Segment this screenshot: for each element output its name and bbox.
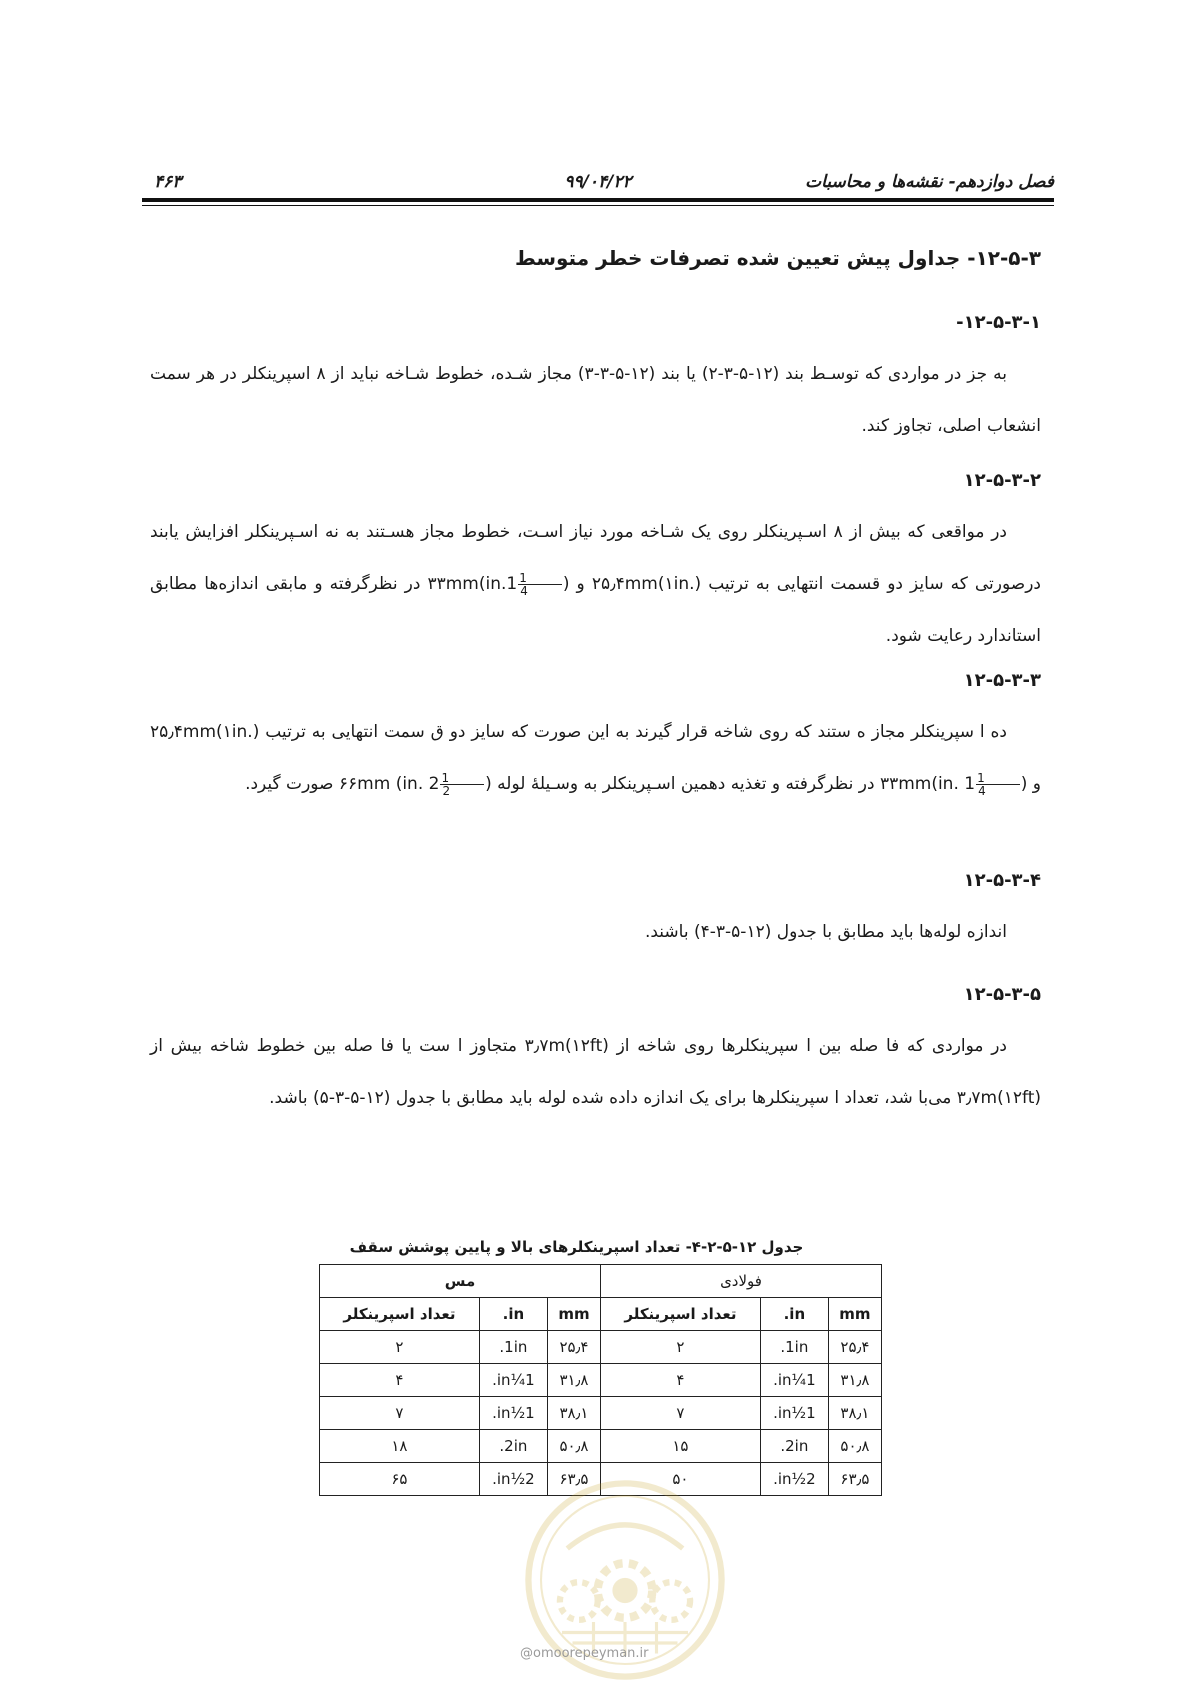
fraction [440, 772, 484, 797]
clause-number-1: ۱۲-۵-۳-۱- [956, 312, 1041, 333]
table-cell: 1½in. [479, 1397, 547, 1430]
page-number: ۴۶۳ [154, 172, 182, 192]
col-header-mm: mm [828, 1298, 881, 1331]
clause-number-5: ۱۲-۵-۳-۵ [963, 984, 1041, 1005]
clause-text-part: ) در نظرگرفته و مابقی اندازه‌ها مطابق استاندارد رعایت شود. [150, 574, 1041, 646]
fraction-numerator: 1 [440, 772, 484, 785]
sprinkler-table [319, 1264, 882, 1496]
clause-text-4 [150, 906, 1041, 958]
table-row [320, 1397, 882, 1430]
table-cell: ۶۳٫۵ [547, 1463, 600, 1496]
table-cell: ۶۳٫۵ [828, 1463, 881, 1496]
table-cell: ۳۸٫۱ [547, 1397, 600, 1430]
clause-text-2 [150, 506, 1041, 662]
group-header-copper: مس [320, 1265, 601, 1298]
table-caption: جدول ۱۲-۵-۲-۴- تعداد اسپرینکلرهای بالا و پایین پوشش سقف [349, 1238, 804, 1256]
clause-paragraph: در مواردی که فا صله بین ا سپرینکلرها روی شاخه از ۳٫۷m(۱۲ft) متجاوز ا ست یا فا صله بین خطوط شاخه بیش از ۳٫۷m(۱۲ft) می‌با شد، تعداد ا سپرینکلرها برای یک اندازه داده شده لوله باید مطابق با جدول (۱۲-۵-۳-۵) باشد. [150, 1036, 1041, 1108]
clause-number-4: ۱۲-۵-۳-۴ [963, 870, 1041, 891]
header-rule-thin [142, 205, 1054, 206]
mixed-number [428, 770, 485, 798]
fraction-denominator: 2 [442, 783, 451, 798]
fraction-denominator: 4 [520, 583, 528, 598]
table-row [320, 1430, 882, 1463]
section-title: ۱۲-۵-۳- جداول پیش تعیین شده تصرفات خطر متوسط [514, 246, 1041, 270]
table-cell: ۵۰ [601, 1463, 761, 1496]
col-header-count: تعداد اسپرینکلر [601, 1298, 761, 1331]
table-cell: 2in. [479, 1430, 547, 1463]
table-cell: ۳۸٫۱ [828, 1397, 881, 1430]
table-cell: ۱۵ [601, 1430, 761, 1463]
table-cell: 1¼in. [479, 1364, 547, 1397]
clause-number-3: ۱۲-۵-۳-۳ [963, 670, 1041, 691]
table-cell: 1½in. [760, 1397, 828, 1430]
table-cell: ۳۱٫۸ [828, 1364, 881, 1397]
fraction [518, 572, 562, 597]
group-header-steel: فولادی [601, 1265, 882, 1298]
table-row [320, 1331, 882, 1364]
header-date: ۹۹/۰۴/۲۲ [564, 172, 632, 192]
clause-paragraph: به جز در مواردی که توسـط بند (۱۲-۵-۳-۲) یا بند (۱۲-۵-۳-۳) مجاز شـده، خطوط شـاخه نباید از ۸ اسپرینکلر در هر سمت انشعاب اصلی، تجاوز کند. [150, 364, 1041, 436]
table-row [320, 1364, 882, 1397]
clause-paragraph: اندازه لوله‌ها باید مطابق با جدول (۱۲-۵-۳-۴) باشند. [644, 922, 1007, 942]
clause-text-part: ده ا سپرینکلر مجاز ه ستند که روی شاخه قرار گیرند به این صورت که سایز دو ق سمت انتهایی به ترتیب ۲۵٫۴mm(۱in.) و ۳۳mm(in. [150, 722, 1041, 794]
table-cell: 1in. [760, 1331, 828, 1364]
table-cell: 1¼in. [760, 1364, 828, 1397]
table-cell: ۱۸ [320, 1430, 480, 1463]
table-cell: ۲۵٫۴ [547, 1331, 600, 1364]
watermark-site: @omoorepeyman.ir [520, 1646, 649, 1661]
clause-text-5 [150, 1020, 1041, 1124]
table-cell: 2½in. [760, 1463, 828, 1496]
clause-text-part: ) صورت گیرد. [245, 774, 492, 794]
fraction-denominator: 4 [978, 783, 986, 798]
table-cell: 2in. [760, 1430, 828, 1463]
mixed-number [964, 770, 1020, 798]
table-cell: ۳۱٫۸ [547, 1364, 600, 1397]
clause-paragraph [150, 706, 1041, 810]
table-cell: ۴ [601, 1364, 761, 1397]
fraction-numerator: 1 [518, 572, 562, 585]
mixed-number [506, 570, 562, 598]
chapter-title: فصل دوازدهم- نقشه‌ها و محاسبات [805, 172, 1054, 192]
col-header-in: in. [760, 1298, 828, 1331]
table-cell: ۵۰٫۸ [828, 1430, 881, 1463]
table-group-row [320, 1265, 882, 1298]
clause-number-2: ۱۲-۵-۳-۲ [963, 470, 1041, 491]
clause-text-part: در مواقعی که بیش از ۸ اسـپرینکلر روی یک شـاخه مورد نیاز اسـت، خطوط مجاز هسـتند به نه اسـپرینکلر افزایش یابند درصورتی که سایز دو قسمت انتهایی به ترتیب ۲۵٫۴mm(۱in.) و ۳۳mm(in. [150, 522, 1041, 594]
fraction-numerator: 1 [976, 772, 1020, 785]
fraction [976, 772, 1020, 797]
table-cell: ۶۵ [320, 1463, 480, 1496]
table-cell: ۲ [320, 1331, 480, 1364]
table-cell: ۷ [601, 1397, 761, 1430]
running-header [142, 172, 1054, 196]
fraction-whole: 1 [964, 774, 976, 794]
col-header-mm: mm [547, 1298, 600, 1331]
col-header-in: in. [479, 1298, 547, 1331]
table-cell: ۲۵٫۴ [828, 1331, 881, 1364]
clause-paragraph [150, 506, 1041, 662]
table-cell: ۵۰٫۸ [547, 1430, 600, 1463]
table-cell: 2½in. [479, 1463, 547, 1496]
clause-text-part: ) در نظرگرفته و تغذیه دهمین اسـپرینکلر به وسـیلهٔ لوله ۶۶mm (in. [338, 774, 1028, 794]
fraction-whole: 2 [428, 774, 440, 794]
table-cell: ۷ [320, 1397, 480, 1430]
table-header-row [320, 1298, 882, 1331]
fraction-whole: 1 [506, 574, 518, 594]
col-header-count: تعداد اسپرینکلر [320, 1298, 480, 1331]
header-rule-thick [142, 198, 1054, 202]
table-cell: 1in. [479, 1331, 547, 1364]
table-cell: ۲ [601, 1331, 761, 1364]
clause-text-1 [150, 348, 1041, 452]
clause-text-3 [150, 706, 1041, 810]
table-cell: ۴ [320, 1364, 480, 1397]
